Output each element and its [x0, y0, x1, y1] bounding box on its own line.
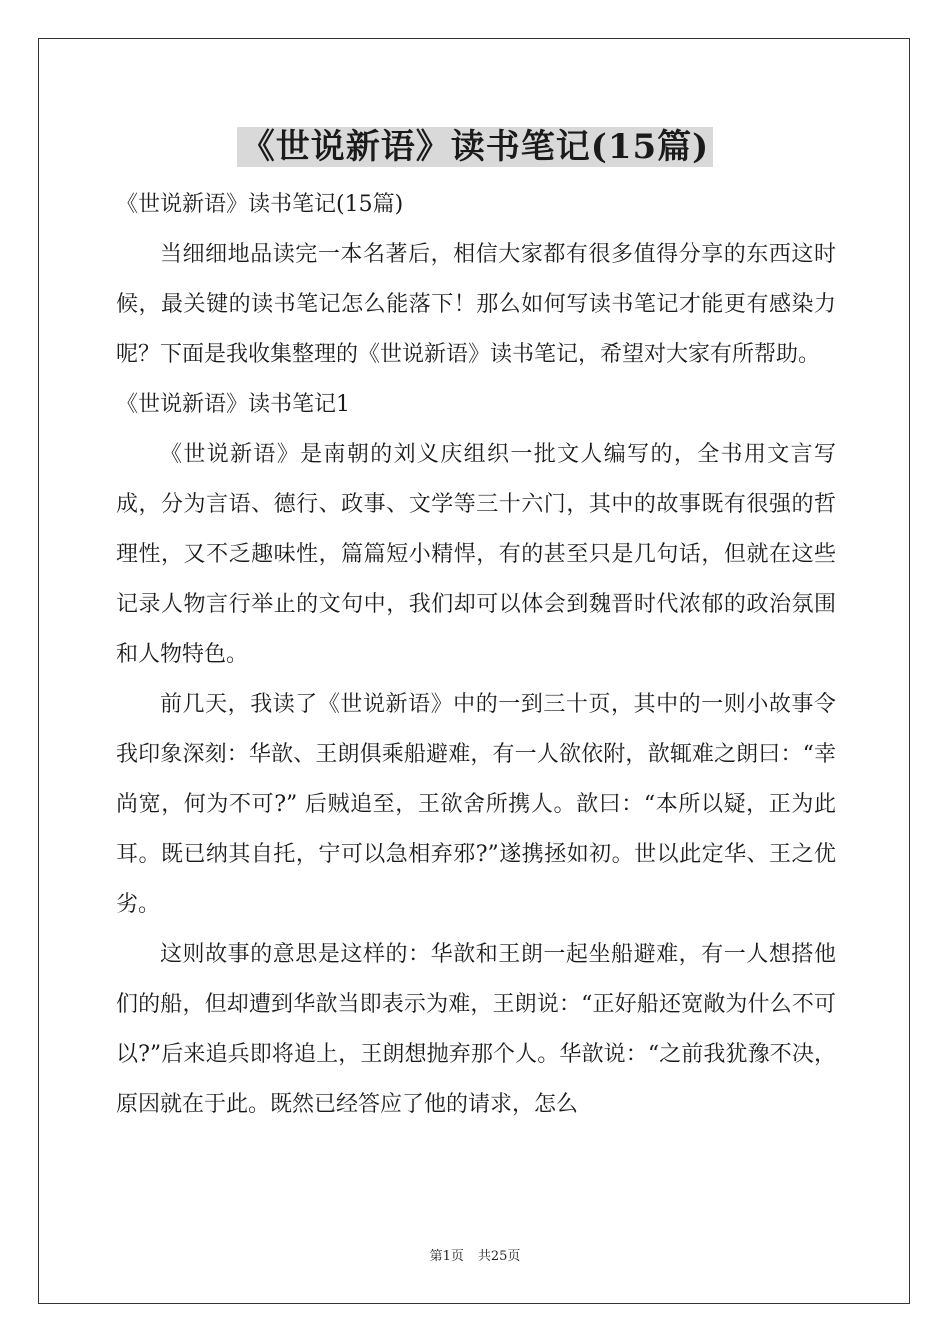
document-title: [0, 124, 950, 170]
page-footer: [0, 1248, 950, 1266]
document-subtitle: 《世说新语》读书笔记(15篇): [116, 192, 404, 217]
intro-paragraph: 当细细地品读完一本名著后，相信大家都有很多值得分享的东西这时候，最关键的读书笔记怎么能落下！那么如何写读书笔记才能更有感染力呢？下面是我收集整理的《世说新语》读书笔记，希望对大家有所帮助。: [116, 242, 836, 367]
document-body: [116, 180, 836, 1130]
body-paragraph: 前几天，我读了《世说新语》中的一到三十页，其中的一则小故事令我印象深刻：华歆、王朗俱乘船避难，有一人欲依附，歆辄难之朗曰：“幸尚宽，何为不可?” 后贼追至，王欲舍所携人。歆曰：“本所以疑，正为此耳。既已纳其自托，宁可以急相弃邪?”遂携拯如初。世以此定华、王之优劣。: [116, 692, 836, 917]
page-total: 共25页: [477, 1249, 521, 1264]
page-number: 第1页: [429, 1249, 464, 1264]
body-paragraph: 这则故事的意思是这样的：华歆和王朗一起坐船避难，有一人想搭他们的船，但却遭到华歆当即表示为难，王朗说：“正好船还宽敞为什么不可以?”后来追兵即将追上，王朗想抛弃那个人。华歆说：“之前我犹豫不决，原因就在于此。既然已经答应了他的请求，怎么: [116, 942, 836, 1117]
section-heading: 《世说新语》读书笔记1: [116, 392, 350, 417]
document-title-text: 《世说新语》读书笔记(15篇): [237, 127, 714, 167]
body-paragraph: 《世说新语》是南朝的刘义庆组织一批文人编写的，全书用文言写成，分为言语、德行、政事、文学等三十六门，其中的故事既有很强的哲理性，又不乏趣味性，篇篇短小精悍，有的甚至只是几句话，但就在这些记录人物言行举止的文句中，我们却可以体会到魏晋时代浓郁的政治氛围和人物特色。: [116, 442, 836, 667]
